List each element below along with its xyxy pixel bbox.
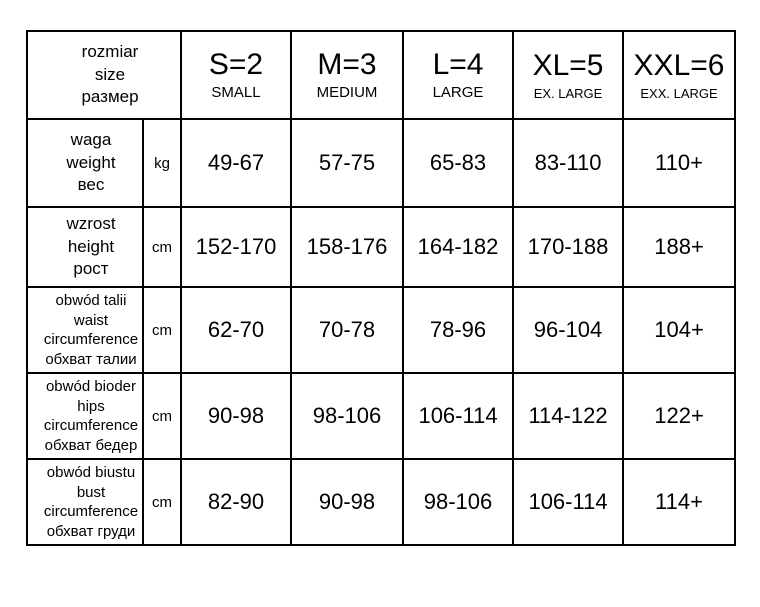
row-label-line-en: height: [67, 236, 115, 256]
size-name-xl: EX. LARGE: [533, 85, 603, 101]
row-label-line-ru: обхват бедер: [44, 436, 138, 454]
row-label-line-ru: обхват талии: [45, 350, 137, 368]
row-label-line-pl: obwód bioder: [45, 378, 137, 395]
cell-bust-s: 82-90: [181, 459, 291, 545]
row-label-line-pl: wzrost: [66, 214, 116, 234]
table-row: [27, 459, 735, 545]
row-unit-hips: cm: [143, 373, 181, 459]
row-label-line-pl: obwód talii: [55, 292, 127, 309]
cell-height-m: 158-176: [291, 207, 403, 287]
row-label-bust: [27, 459, 143, 545]
table-row: [27, 287, 735, 373]
row-label-line-en2: circumference: [43, 331, 139, 348]
cell-bust-m: 90-98: [291, 459, 403, 545]
row-label-line-pl: waga: [70, 130, 112, 150]
table-header-row: [27, 31, 735, 119]
header-label-cell: [27, 31, 181, 119]
cell-weight-l: 65-83: [403, 119, 513, 207]
header-size-m: [291, 31, 403, 119]
row-label-line-en1: hips: [77, 397, 105, 415]
size-code-xl: XL=5: [532, 48, 604, 82]
size-name-xxl: EXX. LARGE: [640, 85, 718, 101]
cell-hips-xxl: 122+: [623, 373, 735, 459]
cell-waist-l: 78-96: [403, 287, 513, 373]
header-size-s: [181, 31, 291, 119]
cell-weight-s: 49-67: [181, 119, 291, 207]
size-name-m: MEDIUM: [316, 84, 378, 102]
row-unit-weight: kg: [143, 119, 181, 207]
row-label-line-en2: circumference: [43, 417, 139, 434]
row-label-line-en2: circumference: [43, 503, 139, 520]
size-name-l: LARGE: [432, 84, 484, 102]
table-row: [27, 373, 735, 459]
row-label-line-ru: рост: [73, 259, 109, 279]
cell-hips-m: 98-106: [291, 373, 403, 459]
row-label-line-ru: вес: [77, 175, 105, 195]
row-label-line-en: weight: [66, 152, 116, 172]
size-code-s: S=2: [208, 47, 264, 81]
cell-weight-xxl: 110+: [623, 119, 735, 207]
size-chart-table: [26, 30, 736, 546]
cell-bust-xl: 106-114: [513, 459, 623, 545]
header-label-line-pl: rozmiar: [81, 41, 139, 61]
header-size-xxl: [623, 31, 735, 119]
row-label-hips: [27, 373, 143, 459]
cell-height-xxl: 188+: [623, 207, 735, 287]
row-label-line-en1: bust: [76, 483, 106, 501]
cell-bust-xxl: 114+: [623, 459, 735, 545]
size-code-l: L=4: [432, 47, 484, 81]
row-label-height: [27, 207, 143, 287]
row-unit-bust: cm: [143, 459, 181, 545]
cell-weight-xl: 83-110: [513, 119, 623, 207]
row-label-line-ru: обхват груди: [46, 522, 136, 540]
cell-weight-m: 57-75: [291, 119, 403, 207]
cell-height-l: 164-182: [403, 207, 513, 287]
header-size-l: [403, 31, 513, 119]
cell-waist-s: 62-70: [181, 287, 291, 373]
size-code-xxl: XXL=6: [633, 48, 725, 82]
size-chart-container: [26, 30, 734, 546]
row-unit-waist: cm: [143, 287, 181, 373]
cell-height-xl: 170-188: [513, 207, 623, 287]
cell-hips-l: 106-114: [403, 373, 513, 459]
cell-hips-xl: 114-122: [513, 373, 623, 459]
cell-waist-xxl: 104+: [623, 287, 735, 373]
row-label-line-en1: waist: [73, 311, 109, 329]
table-row: [27, 207, 735, 287]
cell-waist-m: 70-78: [291, 287, 403, 373]
header-size-xl: [513, 31, 623, 119]
size-code-m: M=3: [317, 47, 377, 81]
row-label-weight: [27, 119, 143, 207]
size-name-s: SMALL: [211, 84, 261, 102]
cell-bust-l: 98-106: [403, 459, 513, 545]
cell-hips-s: 90-98: [181, 373, 291, 459]
table-row: [27, 119, 735, 207]
header-label-line-en: size: [94, 64, 126, 84]
cell-height-s: 152-170: [181, 207, 291, 287]
row-label-waist: [27, 287, 143, 373]
row-unit-height: cm: [143, 207, 181, 287]
cell-waist-xl: 96-104: [513, 287, 623, 373]
header-label-line-ru: размер: [81, 87, 139, 107]
row-label-line-pl: obwód biustu: [46, 464, 136, 481]
